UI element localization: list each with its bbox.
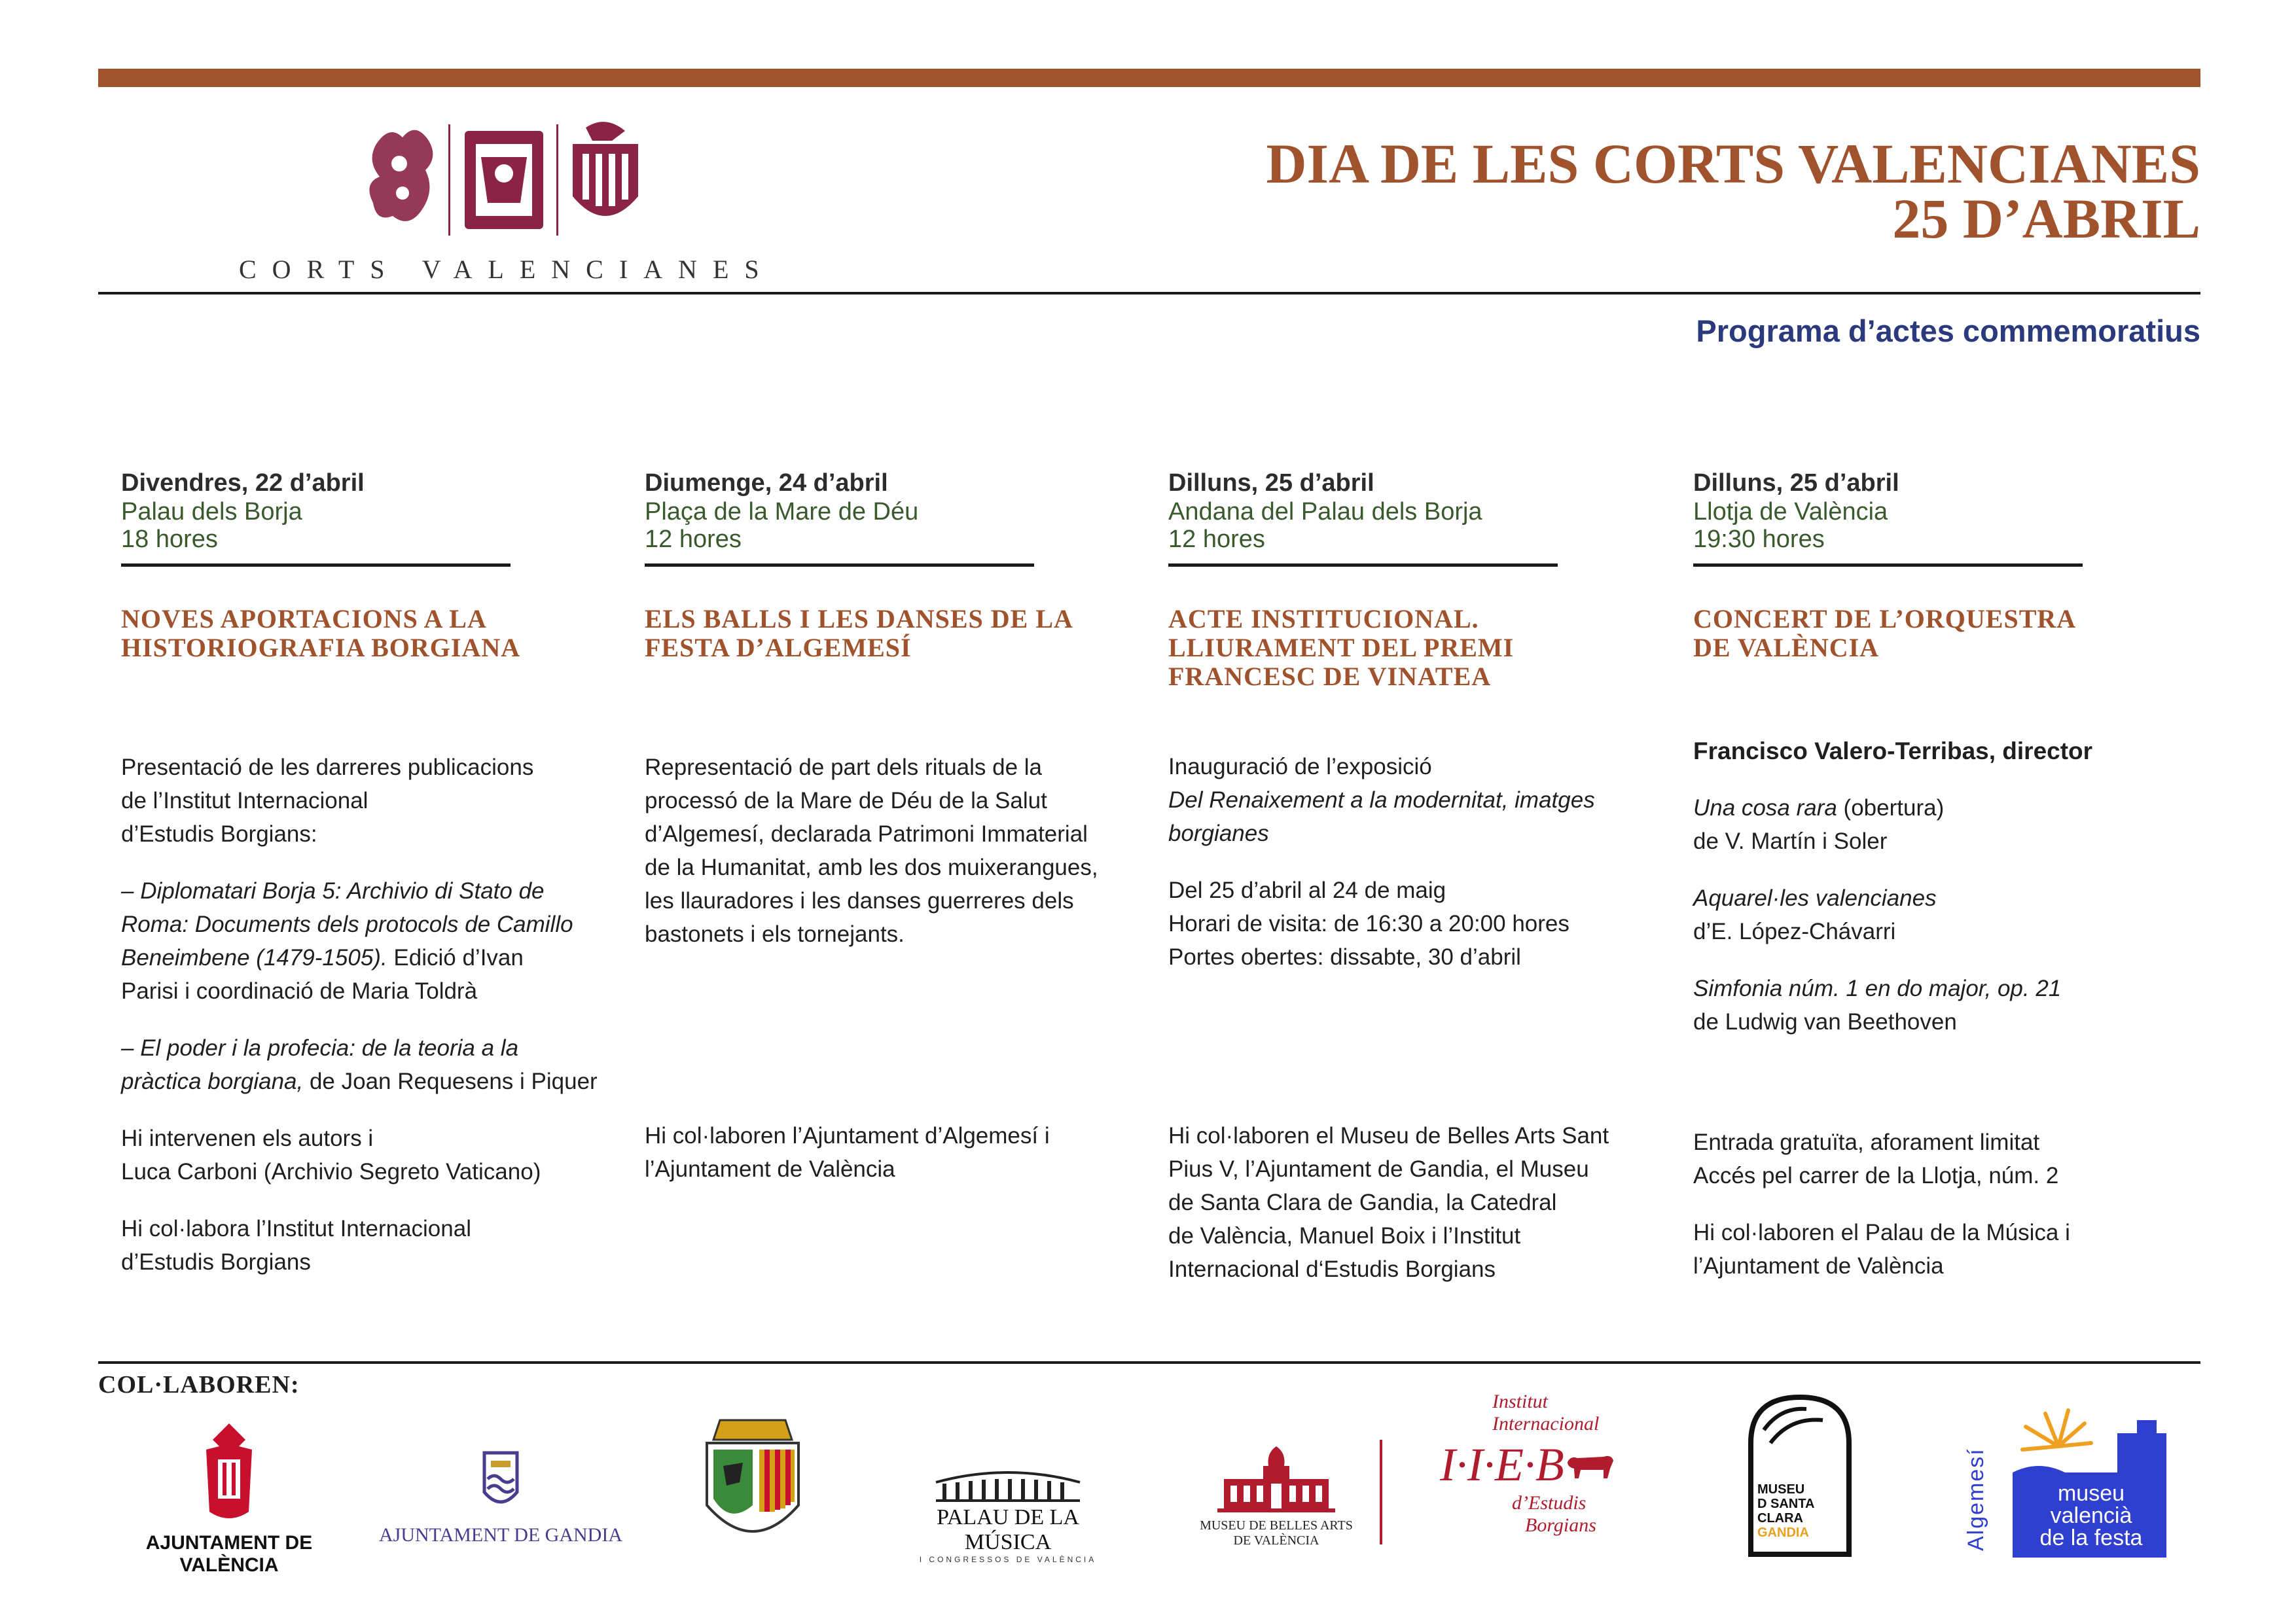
event-date: Dilluns, 25 d’abril bbox=[1168, 469, 1374, 497]
event-title: ELS BALLS I LES DANSES DE LA FESTA D’ALGEMESÍ bbox=[645, 604, 1073, 662]
event-collaborators: Hi col·laboren l’Ajuntament d’Algemesí i l’Ajuntament de València bbox=[645, 1123, 1050, 1182]
event-date: Dilluns, 25 d’abril bbox=[1693, 469, 1899, 497]
event-title: CONCERT DE L’ORQUESTRA DE VALÈNCIA bbox=[1693, 604, 2077, 662]
sponsor-separator bbox=[1380, 1440, 1382, 1544]
valencia-coat-of-arms-icon bbox=[187, 1420, 272, 1525]
event-description: Presentació de les darreres publicacions de l’Institut Internacional d’Estudis Borgians: – Diplomatari Borja 5: Archivio di Stato de Roma: Documents dels protocols de Camillo Beneimbene (1479-1505). Edició d’Ivan Parisi i coordinació de Maria Toldrà – El poder i la profecia: de la teoria a la pràctica borgiana, de Joan Requesens i Piquer Hi intervenen els autors i Luca Carboni (Archivio Segreto Vaticano) Hi col·labora l’Institut Internacional d’Estudis Borgians bbox=[121, 755, 598, 1275]
event-place: Llotja de València bbox=[1693, 498, 1888, 526]
event-column-1 bbox=[121, 468, 605, 1279]
event-place: Plaça de la Mare de Déu bbox=[645, 498, 919, 526]
gandia-coat-of-arms-icon bbox=[478, 1446, 524, 1518]
event-time: 19:30 hores bbox=[1693, 526, 1825, 553]
event-divider bbox=[645, 563, 1034, 567]
event-description: Representació de part dels rituals de la processó de la Mare de Déu de la Salut d’Algemesí, declarada Patrimoni Immaterial de la Humanitat, amb les dos muixerangues, les llauradores i les danses guerreres dels bastonets i els tornejants. bbox=[645, 755, 1098, 947]
header-divider bbox=[98, 292, 2200, 294]
event-divider bbox=[121, 563, 511, 567]
event-title: NOVES APORTACIONS A LA HISTORIOGRAFIA BORGIANA bbox=[121, 604, 521, 662]
museu-belles-arts-building-icon bbox=[1211, 1443, 1342, 1515]
event-place: Palau dels Borja bbox=[121, 498, 302, 526]
sponsor-ajuntament-gandia: AJUNTAMENT DE GANDIA bbox=[373, 1446, 628, 1546]
event-divider bbox=[1168, 563, 1558, 567]
sponsor-ajuntament-valencia: AJUNTAMENT DE VALÈNCIA bbox=[105, 1420, 353, 1577]
sponsor-museu-belles-arts: MUSEU DE BELLES ARTS DE VALÈNCIA bbox=[1191, 1443, 1361, 1548]
event-column-4 bbox=[1693, 468, 2178, 1279]
event-time: 12 hores bbox=[1168, 526, 1265, 553]
sponsor-museu-santa-clara: MUSEU D SANTA CLARA GANDIA bbox=[1744, 1391, 1856, 1561]
event-column-3 bbox=[1168, 468, 1653, 1282]
logo-wordmark: CORTS VALENCIANES bbox=[239, 255, 775, 284]
event-divider bbox=[1693, 563, 2083, 567]
event-description: Inauguració de l’exposició Del Renaixement a la modernitat, imatges borgianes Del 25 d’abril al 24 de maig Horari de visita: de 16:30 a 20:00 hores Portes obertes: dissabte, 30 d’abril bbox=[1168, 754, 1595, 970]
sponsor-museu-festa: Algemesí museu valencià de la festa bbox=[1964, 1400, 2179, 1558]
event-date: Diumenge, 24 d’abril bbox=[645, 469, 888, 497]
event-time: 12 hores bbox=[645, 526, 742, 553]
event-place: Andana del Palau dels Borja bbox=[1168, 498, 1482, 526]
top-accent-bar bbox=[98, 69, 2200, 87]
event-date: Divendres, 22 d’abril bbox=[121, 469, 365, 497]
sponsor-iieb: Institut Internacional I·I·E·B d’Estudis Borgians bbox=[1440, 1391, 1649, 1537]
corts-valencianes-logo-icon bbox=[363, 118, 651, 242]
event-collaborators: Hi col·laboren el Museu de Belles Arts Sant Pius V, l’Ajuntament de Gandia, el Museu de Santa Clara de Gandia, la Catedral de València, Manuel Boix i l’Institut Internacional d‘Estudis Borgians bbox=[1168, 1123, 1609, 1282]
footer-divider bbox=[98, 1361, 2200, 1364]
event-description: Francisco Valero-Terribas, director Una cosa rara (obertura) de V. Martín i Soler Aquarel·les valencianes d’E. López-Chávarri Simfonia núm. 1 en do major, op. 21 de Ludwig van Beethoven bbox=[1693, 734, 2178, 1039]
event-column-2 bbox=[645, 468, 1129, 1182]
director-name: Francisco Valero-Terribas, director bbox=[1693, 738, 2093, 764]
page-subtitle: Programa d’actes commemoratius bbox=[1696, 313, 2200, 348]
algemesi-coat-of-arms-icon bbox=[694, 1414, 812, 1558]
sponsor-palau-musica: PALAU DE LA MÚSICA I CONGRESSOS DE VALÈNCIA bbox=[903, 1463, 1113, 1564]
page-title: DIA DE LES CORTS VALENCIANES 25 D’ABRIL bbox=[1266, 132, 2200, 250]
event-title: ACTE INSTITUCIONAL. LLIURAMENT DEL PREMI FRANCESC DE VINATEA bbox=[1168, 604, 1515, 691]
museu-festa-label: museu valencià de la festa bbox=[2039, 1481, 2143, 1550]
collaborators-label: COL·LABOREN: bbox=[98, 1371, 300, 1399]
event-time: 18 hores bbox=[121, 526, 218, 553]
event-entry-info: Entrada gratuïta, aforament limitat Accés pel carrer de la Llotja, núm. 2 Hi col·laboren el Palau de la Música i l’Ajuntament de València bbox=[1693, 1130, 2070, 1279]
bull-icon bbox=[1564, 1449, 1617, 1482]
palau-musica-building-icon bbox=[923, 1463, 1093, 1502]
